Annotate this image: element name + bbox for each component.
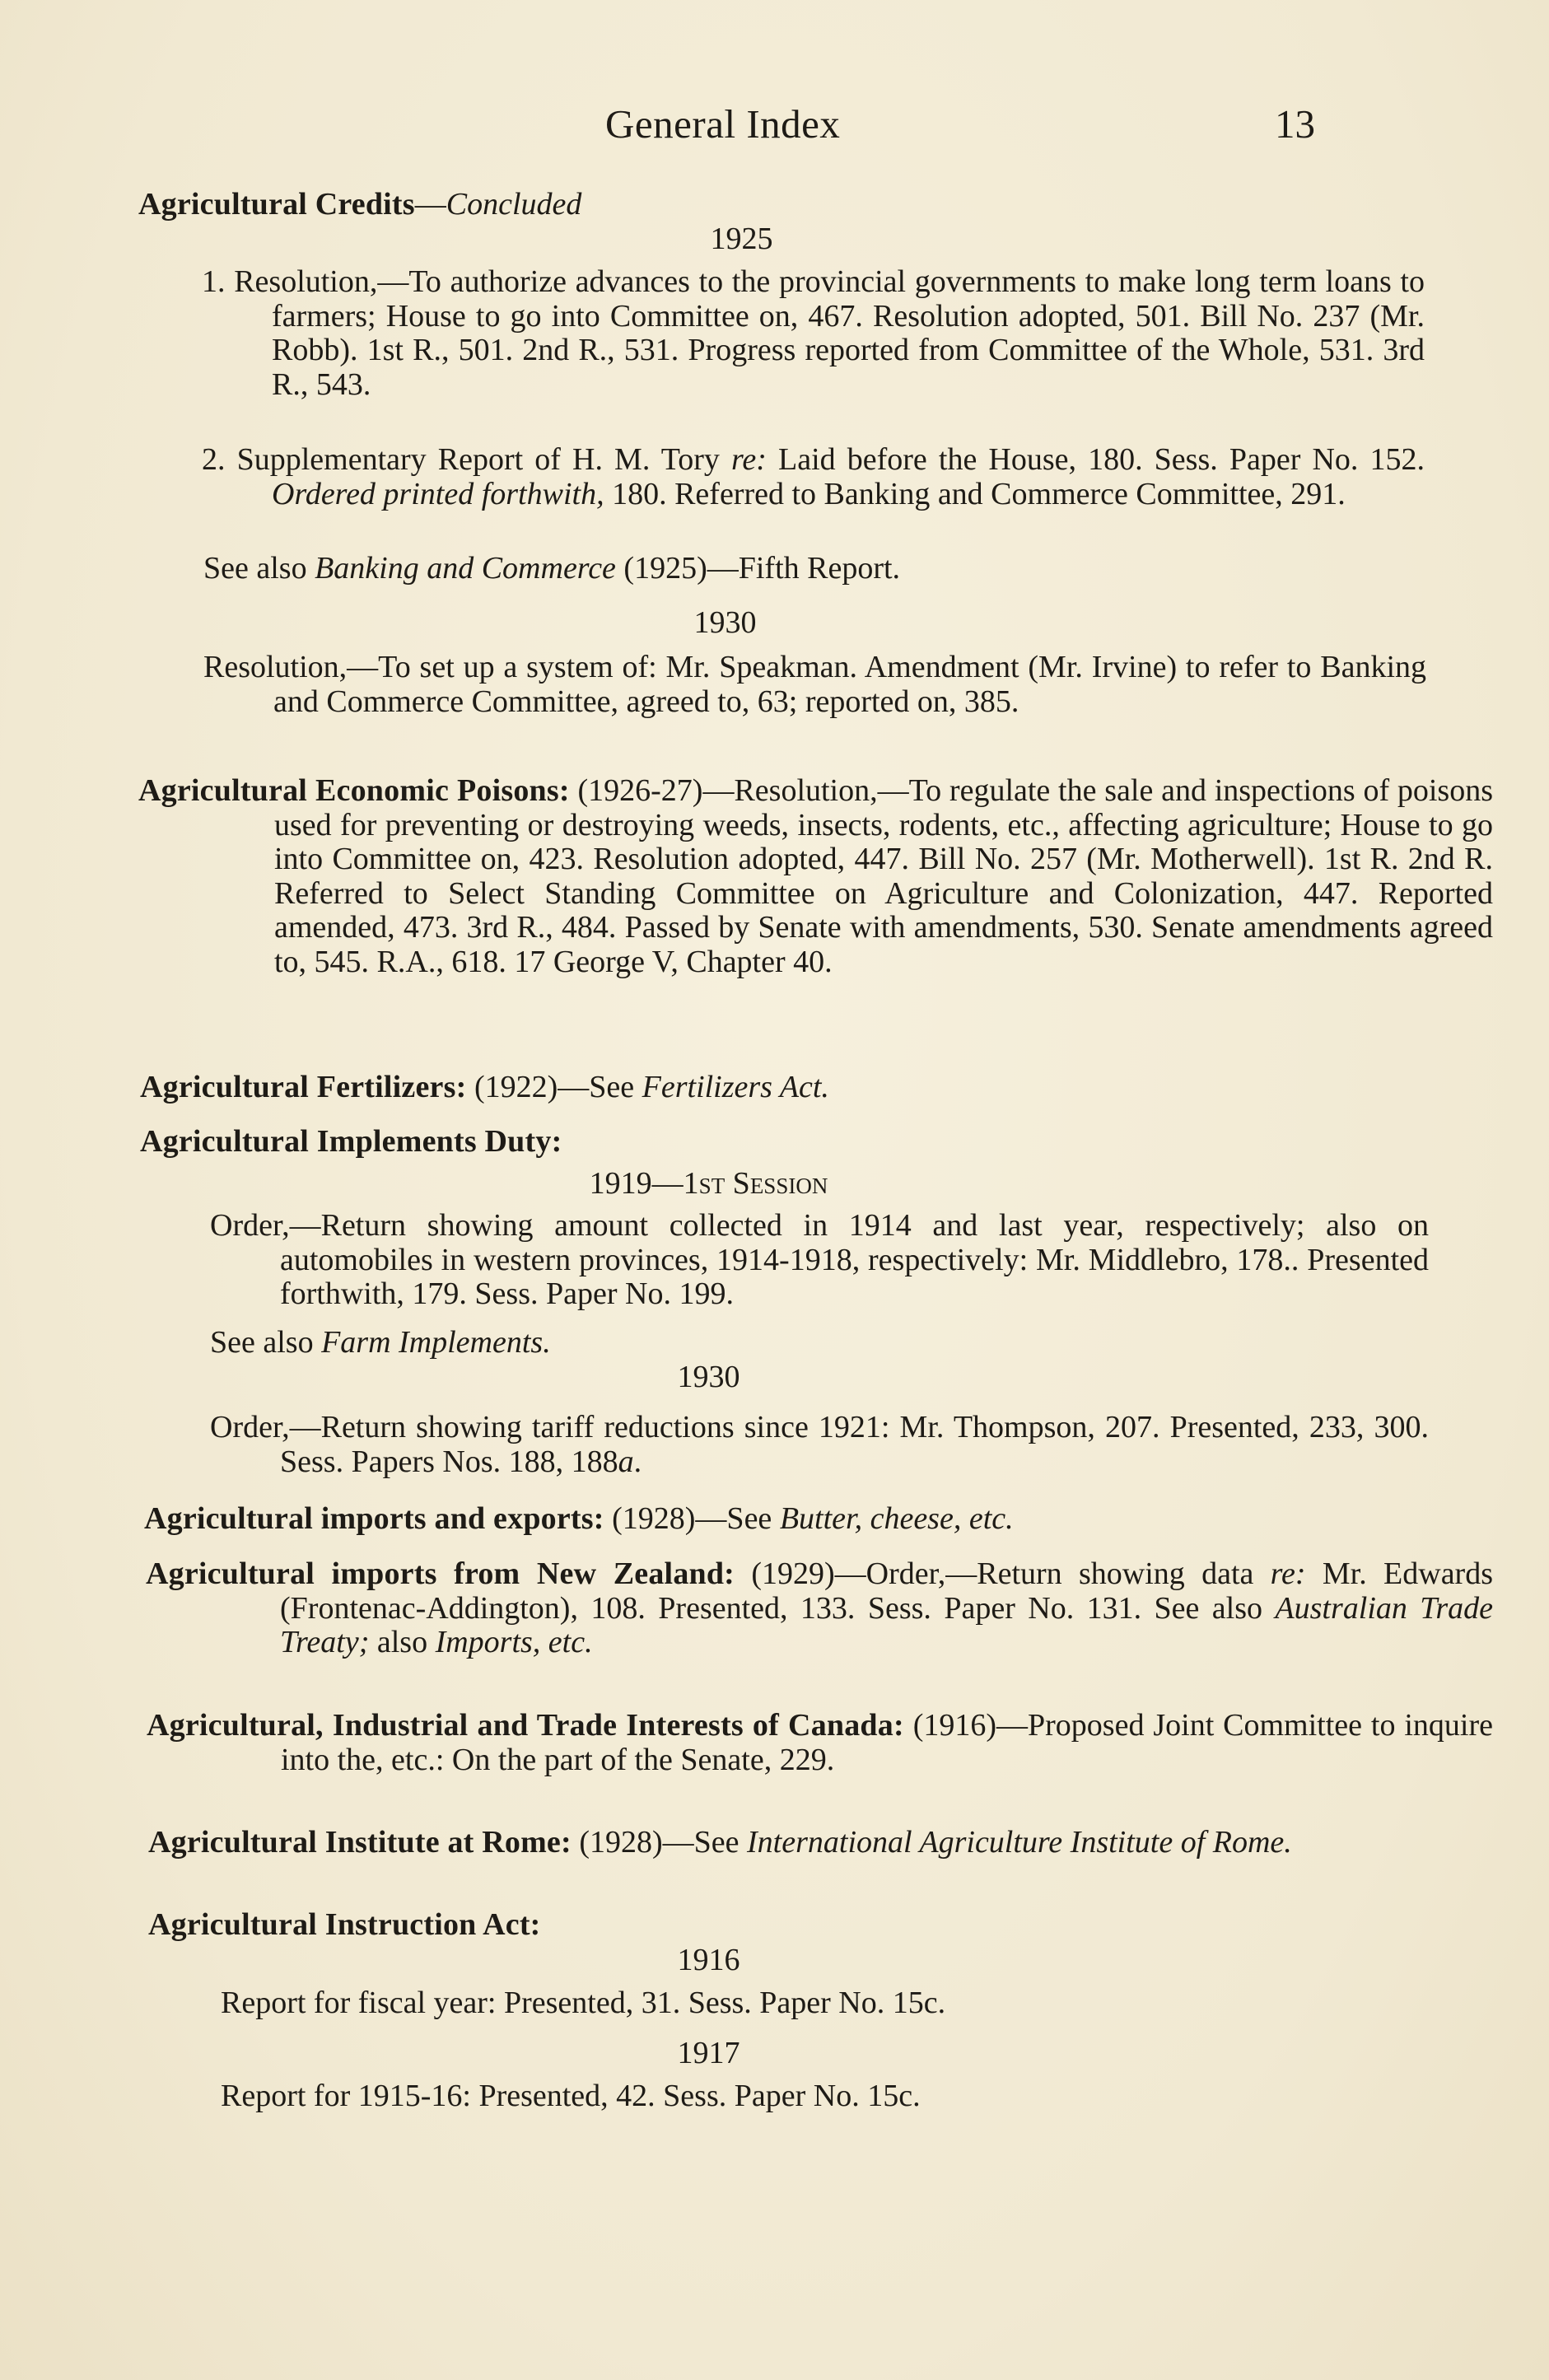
entry-agricultural-industrial-trade-interests: [147, 1709, 1493, 1777]
session-heading-1919: [0, 1167, 1483, 1202]
see-also-ref: Banking and Commerce: [315, 551, 616, 586]
heading-text: Agricultural imports and exports:: [144, 1501, 604, 1536]
entry-text: (1922)—See: [466, 1070, 642, 1104]
entry-ref: International Agriculture Institute of Rome.: [747, 1825, 1292, 1860]
heading-text: Agricultural, Industrial and Trade Interests of Canada:: [147, 1708, 904, 1743]
item2-re: re:: [731, 442, 767, 477]
entry-heading-agricultural-credits: [138, 188, 581, 222]
see-also-label: See also: [203, 551, 315, 586]
instruction-report-1917: Report for 1915-16: Presented, 42. Sess. Paper No. 15c.: [221, 2079, 921, 2113]
implements-order-1919: Order,—Return showing amount collected in 1914 and last year, respectively; also on automobiles in western provinces, 1914-1918, respectively: Mr. Middlebro, 178.. Presented forthwith, 179. Sess. Paper No. 199.: [210, 1208, 1429, 1311]
entry-text: (1916)—Proposed Joint Committee to inquire into the, etc.: On the part of the Senate, 229.: [281, 1708, 1493, 1777]
session-year: 1919—: [589, 1166, 684, 1201]
entry-ref: Fertilizers Act.: [642, 1070, 829, 1104]
entry-text-c: also: [369, 1625, 436, 1659]
entry-text-a: (1929)—Order,—Return showing data: [735, 1556, 1271, 1591]
heading-text: Agricultural Implements Duty:: [140, 1124, 562, 1159]
credits-item-1: 1. Resolution,—To authorize advances to the provincial governments to make long term loans to farmers; House to go into Committee on, 467. Resolution adopted, 501. Bill No. 237 (Mr. Robb). 1st R., 501. 2nd R., 531. Progress reported from Committee of the Whole, 531. 3rd R., 543.: [202, 264, 1425, 402]
entry-agricultural-imports-from-new-zealand: [146, 1557, 1493, 1660]
item2-text-a: 2. Supplementary Report of H. M. Tory: [202, 442, 732, 477]
order-text: Order,—Return showing tariff reductions since 1921: Mr. Thompson, 207. Presented, 233, 300. Sess. Papers Nos. 188, 188: [210, 1410, 1429, 1479]
page-number: 13: [1275, 101, 1315, 147]
entry-agricultural-economic-poisons: [138, 774, 1493, 979]
entry-text: (1928)—See: [571, 1825, 748, 1860]
entry-heading-agricultural-instruction-act: [148, 1908, 1359, 1943]
heading-text: Agricultural Instruction Act:: [148, 1907, 541, 1942]
see-also-tail: (1925)—Fifth Report.: [615, 551, 901, 586]
session-label: 1st Session: [683, 1166, 828, 1201]
heading-text: Agricultural Fertilizers:: [140, 1070, 467, 1104]
entry-agricultural-fertilizers: [140, 1071, 1359, 1105]
credits-item-2: [202, 443, 1425, 511]
credits-see-also: [203, 552, 1356, 586]
see-also-label: See also: [210, 1325, 322, 1360]
year-heading-1925: 1925: [710, 222, 773, 256]
entry-ref-imports: Imports, etc.: [435, 1625, 593, 1659]
see-also-ref: Farm Implements.: [321, 1325, 551, 1360]
entry-text: (1926-27)—Resolution,—To regulate the sale and inspections of poisons used for preventing or destroying weeds, insects, rodents, etc., affecting agriculture; House to go into Committee on, 423. Resolution adopted, 447. Bill No. 257 (Mr. Motherwell). 1st R. 2nd R. Referred to Select Standing Committee on Agriculture and Colonization, 447. Reported amended, 473. 3rd R., 484. Passed by Senate with amendments, 530. Senate amendments agreed to, 545. R.A., 618. 17 George V, Chapter 40.: [274, 773, 1493, 979]
running-title: General Index: [605, 101, 841, 147]
implements-see-also: [210, 1326, 1359, 1360]
credits-resolution-1930: Resolution,—To set up a system of: Mr. Speakman. Amendment (Mr. Irvine) to refer to Banking and Commerce Committee, agreed to, 63; reported on, 385.: [203, 650, 1426, 719]
order-suffix-a: a: [618, 1444, 634, 1479]
year-heading-1930: 1930: [693, 605, 757, 640]
item2-text-b: Laid before the House, 180. Sess. Paper No. 152.: [766, 442, 1425, 477]
entry-text-b: Mr. Edwards (Frontenac-Addington), 108. Presented, 133. Sess. Paper No. 131. See also: [280, 1556, 1493, 1626]
heading-text: Agricultural Economic Poisons:: [138, 773, 570, 808]
item2-ordered-printed: Ordered printed forthwith,: [272, 476, 604, 511]
heading-concluded: Concluded: [446, 187, 582, 222]
entry-heading-agricultural-implements-duty: [140, 1125, 1359, 1160]
year-heading-1917: 1917: [677, 2036, 740, 2070]
entry-agricultural-imports-and-exports: [144, 1502, 1359, 1537]
entry-ref: Butter, cheese, etc.: [779, 1501, 1014, 1536]
instruction-report-1916: Report for fiscal year: Presented, 31. Sess. Paper No. 15c.: [221, 1986, 946, 2020]
order-period: .: [633, 1444, 642, 1479]
entry-text: (1928)—See: [604, 1501, 780, 1536]
implements-order-1930: [210, 1411, 1429, 1479]
heading-dash: —: [414, 187, 446, 222]
item2-text-c: 180. Referred to Banking and Commerce Committee, 291.: [604, 476, 1346, 511]
entry-re: re:: [1270, 1556, 1306, 1591]
heading-text: Agricultural Credits: [138, 187, 415, 222]
heading-text: Agricultural imports from New Zealand:: [146, 1556, 735, 1591]
heading-text: Agricultural Institute at Rome:: [148, 1825, 572, 1860]
year-heading-1930-implements: 1930: [677, 1360, 740, 1394]
entry-agricultural-institute-at-rome: [148, 1826, 1491, 1860]
year-heading-1916: 1916: [677, 1943, 740, 1977]
entry-ref-treaty: Australian Trade Treaty;: [280, 1590, 1493, 1659]
